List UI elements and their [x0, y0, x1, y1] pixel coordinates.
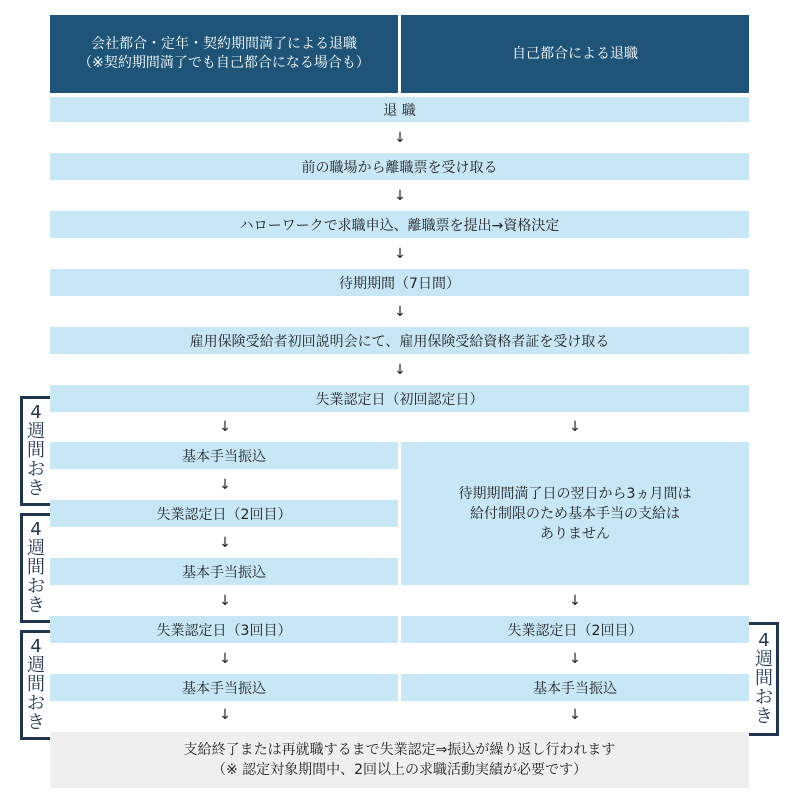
left-pay-3: 基本手当振込: [50, 674, 398, 701]
step-briefing: 雇用保険受給者初回説明会にて、雇用保険受給資格者証を受け取る: [50, 327, 749, 354]
arrow-down-left: ↓: [219, 593, 231, 609]
interval-char: き: [27, 478, 45, 499]
arrow-down: ↓: [394, 362, 406, 378]
header-left-line1: 会社都合・定年・契約期間満了による退職: [91, 36, 357, 52]
step-first-cert: 失業認定日（初回認定日）: [50, 385, 749, 412]
footer-line2: （※ 認定対象期間中、2回以上の求職活動実績が必要です）: [211, 762, 588, 778]
interval-char: 週: [27, 538, 45, 559]
interval-label: [24, 637, 48, 732]
interval-char: き: [755, 706, 773, 727]
right-pay-1: 基本手当振込: [401, 674, 749, 701]
left-cert-3: 失業認定日（3回目）: [50, 616, 398, 643]
header-self-reason: [401, 15, 749, 93]
arrow-down: ↓: [394, 188, 406, 204]
arrow-down-right: ↓: [569, 593, 581, 609]
header-company-reason: [50, 15, 398, 93]
arrow-down-left: ↓: [219, 419, 231, 435]
header-left-line2: （※契約期間満了でも自己都合になる場合も）: [78, 55, 370, 71]
left-pay-2: 基本手当振込: [50, 558, 398, 585]
interval-char: お: [755, 687, 773, 708]
step-retire: 退 職: [50, 97, 749, 122]
right-restriction-notice: [401, 442, 749, 585]
interval-char: お: [27, 693, 45, 714]
arrow-down-right: ↓: [569, 707, 581, 723]
interval-char: 週: [27, 421, 45, 442]
arrow-down-right: ↓: [569, 419, 581, 435]
interval-label: [752, 631, 776, 726]
step-waiting: 待期期間（7日間）: [50, 269, 749, 296]
arrow-down-left: ↓: [219, 707, 231, 723]
interval-number: 4: [30, 402, 42, 423]
left-cert-2: 失業認定日（2回目）: [50, 500, 398, 527]
arrow-down: ↓: [394, 304, 406, 320]
interval-char: き: [27, 595, 45, 616]
left-pay-1: 基本手当振込: [50, 442, 398, 469]
interval-char: 間: [27, 674, 45, 695]
interval-char: き: [27, 712, 45, 733]
footer-note: [50, 732, 749, 788]
interval-char: 間: [755, 668, 773, 689]
arrow-down-left: ↓: [219, 535, 231, 551]
interval-char: 間: [27, 440, 45, 461]
arrow-down-left: ↓: [219, 651, 231, 667]
right-cert-2: 失業認定日（2回目）: [401, 616, 749, 643]
interval-char: 間: [27, 557, 45, 578]
arrow-down: ↓: [394, 246, 406, 262]
step-hellowork: ハローワークで求職申込、離職票を提出→資格決定: [50, 211, 749, 238]
restriction-line3: ありません: [540, 525, 610, 542]
interval-number: 4: [30, 519, 42, 540]
interval-number: 4: [30, 636, 42, 657]
arrow-down-left: ↓: [219, 477, 231, 493]
footer-line1: 支給終了または再就職するまで失業認定⇒振込が繰り返し行われます: [183, 742, 616, 758]
arrow-down-right: ↓: [569, 651, 581, 667]
interval-char: お: [27, 576, 45, 597]
restriction-line2: 給付制限のため基本手当の支給は: [470, 505, 680, 522]
interval-char: 週: [755, 649, 773, 670]
header-right: 自己都合による退職: [512, 45, 638, 62]
interval-label: [24, 403, 48, 498]
interval-char: 週: [27, 655, 45, 676]
interval-number: 4: [758, 630, 770, 651]
arrow-down: ↓: [394, 130, 406, 146]
interval-char: お: [27, 459, 45, 480]
step-receive-slip: 前の職場から離職票を受け取る: [50, 153, 749, 180]
restriction-line1: 待期期間満了日の翌日から3ヵ月間は: [458, 485, 692, 502]
interval-label: [24, 520, 48, 615]
